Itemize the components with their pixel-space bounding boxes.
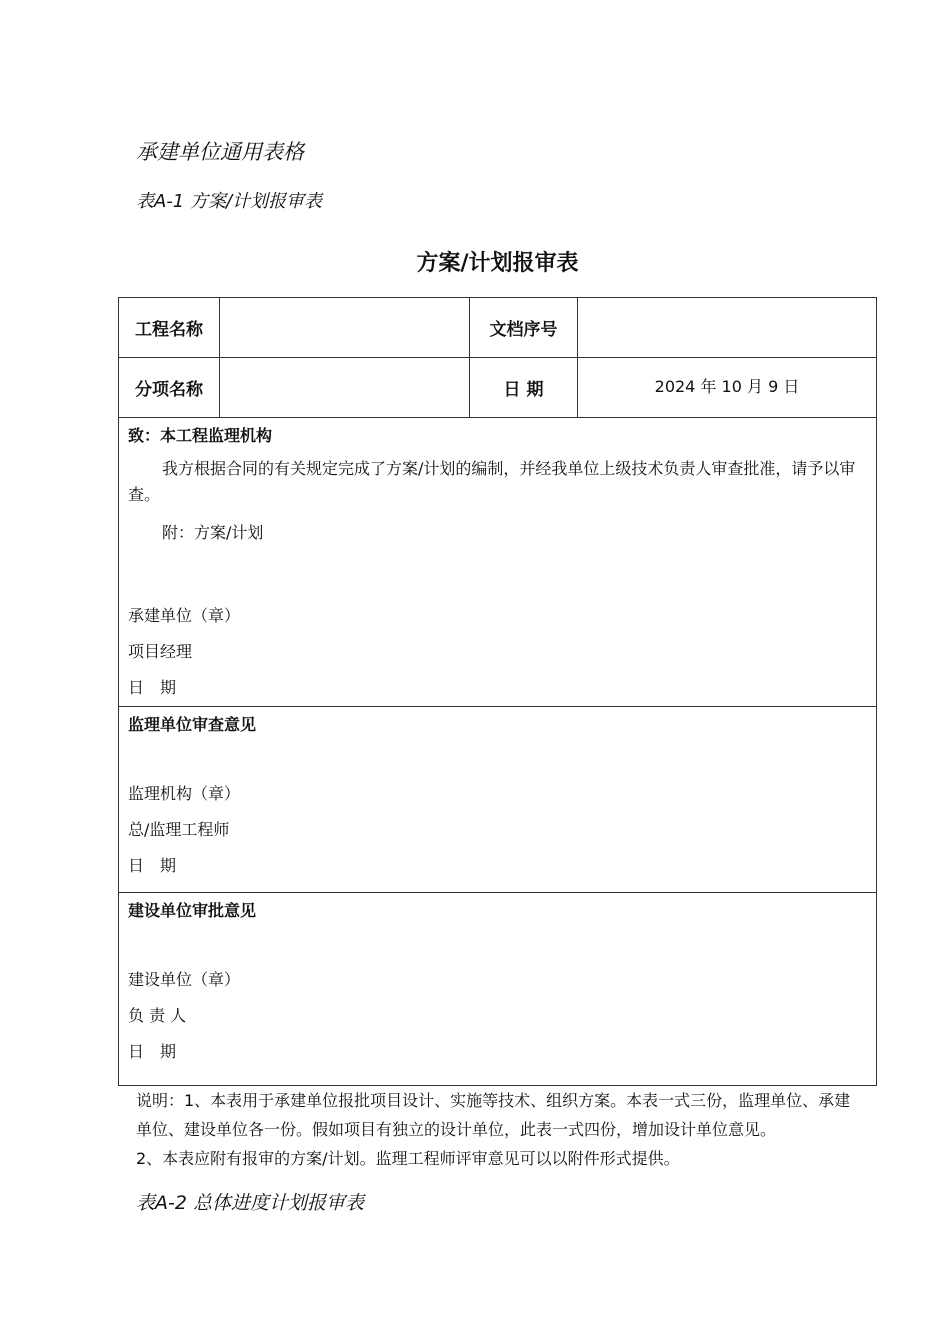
document-number-field[interactable] [578,298,876,357]
project-name-label: 工程名称 [119,298,220,357]
supervisor-section [119,707,876,893]
owner-seal-label: 建设单位（章） [128,970,241,989]
addressee: 致：本工程监理机构 [128,426,273,445]
supervisor-seal-label: 监理机构（章） [128,784,241,803]
date-label: 日 期 [470,358,578,417]
project-name-field[interactable] [220,298,470,357]
table-code: 表A-1 方案/计划报审表 [136,191,323,212]
document-heading: 承建单位通用表格 [136,140,304,164]
form-row-subitem [119,358,876,418]
next-table-code: 表A-2 总体进度计划报审表 [136,1192,364,1214]
owner-approval-heading: 建设单位审批意见 [128,901,257,920]
owner-date-label: 日 期 [128,1042,177,1061]
subitem-name-field[interactable] [220,358,470,417]
review-form [118,297,877,1086]
supervisor-date-label: 日 期 [128,856,177,875]
owner-section [119,893,876,1085]
form-notes [136,1086,866,1173]
request-body: 我方根据合同的有关规定完成了方案/计划的编制，并经我单位上级技术负责人审查批准，请予以审查。 [128,459,856,504]
attachment-note: 附：方案/计划 [162,523,264,542]
date-field[interactable]: 2024 年 10 月 9 日 [654,377,800,396]
contractor-date-label: 日 期 [128,678,177,697]
project-manager-label: 项目经理 [128,642,193,661]
subitem-name-label: 分项名称 [119,358,220,417]
supervisor-engineer-label: 总/监理工程师 [128,820,230,839]
contractor-seal-label: 承建单位（章） [128,606,241,625]
form-row-project [119,298,876,358]
document-number-label: 文档序号 [470,298,578,357]
supervisor-opinion-heading: 监理单位审查意见 [128,715,257,734]
note-line-1: 说明：1、本表用于承建单位报批项目设计、实施等技术、组织方案。本表一式三份，监理单位、承建单位、建设单位各一份。假如项目有独立的设计单位，此表一式四份，增加设计单位意见。 [136,1091,851,1139]
contractor-section [119,418,876,707]
note-line-2: 2、本表应附有报审的方案/计划。监理工程师评审意见可以以附件形式提供。 [136,1149,680,1168]
owner-responsible-label: 负 责 人 [128,1006,187,1025]
form-title: 方案/计划报审表 [416,251,579,276]
